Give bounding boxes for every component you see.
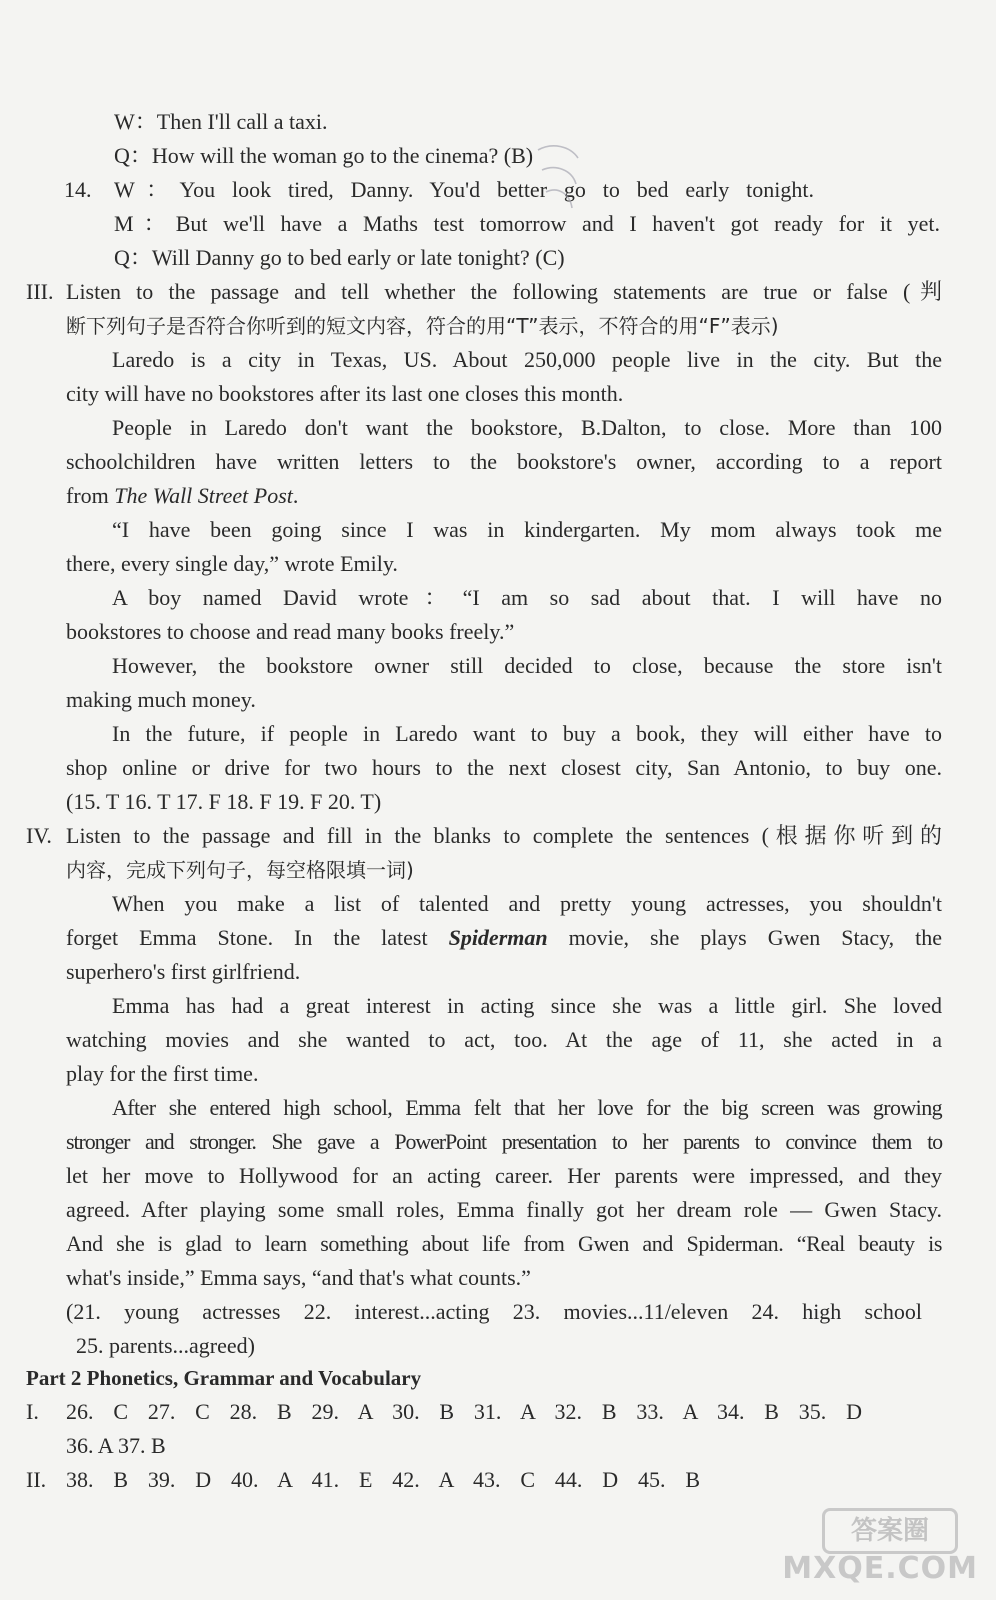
paragraph-line: And she is glad to learn something about life from Gwen and Spiderman. “Real beauty is — [66, 1231, 942, 1256]
paragraph-line: Laredo is a city in Texas, US. About 250,000 people live in the city. But the — [112, 347, 942, 372]
text-run: . — [292, 483, 299, 508]
paragraph-line: When you make a list of talented and pretty young actresses, you shouldn't — [112, 891, 942, 916]
paragraph-line: city will have no bookstores after its last one closes this month. — [66, 381, 624, 406]
dialog-line: W：Then I'll call a taxi. — [114, 109, 328, 134]
dialog-line: Q：Will Danny go to bed early or late tonight? (C) — [114, 245, 565, 270]
section-instruction-zh: 内容，完成下列句子，每空格限填一词) — [66, 858, 414, 882]
paragraph-line: agreed. After playing some small roles, Emma finally got her dream role — Gwen Stacy. — [66, 1197, 942, 1222]
site-watermark — [782, 1508, 978, 1586]
text-run: forget Emma Stone. In the latest — [66, 925, 449, 950]
answer-key: 38. B 39. D 40. A 41. E 42. A 43. C 44. D 45. B — [66, 1467, 700, 1492]
watermark-url: MXQE.COM — [782, 1551, 978, 1586]
section-number: III. — [26, 279, 54, 304]
paragraph-line: Emma has had a great interest in acting since she was a little girl. She loved — [112, 993, 942, 1018]
paragraph-line: making much money. — [66, 687, 256, 712]
paragraph-line: let her move to Hollywood for an acting career. Her parents were impressed, and they — [66, 1163, 942, 1188]
answer-key: 25. parents...agreed) — [76, 1333, 255, 1358]
paragraph-line: “I have been going since I was in kindergarten. My mom always took me — [112, 517, 942, 542]
dialog-line: Q：How will the woman go to the cinema? (B) — [114, 143, 534, 168]
paragraph-line — [66, 921, 942, 955]
paragraph-line: schoolchildren have written letters to the bookstore's owner, according to a report — [66, 449, 942, 474]
paragraph-line: what's inside,” Emma says, “and that's what counts.” — [66, 1265, 531, 1290]
section-number: IV. — [26, 823, 52, 848]
paragraph-line: watching movies and she wanted to act, too. At the age of 11, she acted in a — [66, 1027, 942, 1052]
answer-key: 26. C 27. C 28. B 29. A 30. B 31. A 32. B 33. A 34. B 35. D — [66, 1399, 862, 1424]
paragraph-line: bookstores to choose and read many books freely.” — [66, 619, 515, 644]
paragraph-line: A boy named David wrote：“I am so sad about that. I will have no — [112, 585, 942, 610]
section-instruction: Listen to the passage and tell whether the following statements are true or false (判 — [66, 279, 942, 304]
paragraph-line: However, the bookstore owner still decided to close, because the store isn't — [112, 653, 942, 678]
paragraph-line: stronger and stronger. She gave a PowerPoint presentation to her parents to convince them to — [66, 1129, 942, 1154]
paragraph-line: shop online or drive for two hours to the next closest city, San Antonio, to buy one. — [66, 755, 942, 780]
item-number: 14. — [64, 177, 92, 202]
paragraph-line: After she entered high school, Emma felt that her love for the big screen was growing — [112, 1095, 942, 1120]
answer-key: 36. A 37. B — [66, 1433, 166, 1458]
dialog-line: M：But we'll have a Maths test tomorrow and I haven't got ready for it yet. — [114, 211, 940, 236]
text-run: from — [66, 483, 115, 508]
text-run: movie, she plays Gwen Stacy, the — [547, 925, 942, 950]
movie-title: Spiderman — [448, 925, 548, 950]
paragraph-line: superhero's first girlfriend. — [66, 959, 301, 984]
newspaper-title: The Wall Street Post — [114, 483, 293, 508]
section-number: I. — [26, 1399, 39, 1424]
paragraph-line: In the future, if people in Laredo want to buy a book, they will either have to — [112, 721, 942, 746]
paragraph-line: there, every single day,” wrote Emily. — [66, 551, 398, 576]
watermark-logo: 答案圈 — [822, 1508, 958, 1554]
section-instruction: Listen to the passage and fill in the blanks to complete the sentences (根据你听到的 — [66, 823, 942, 848]
handwriting-mark — [532, 140, 586, 220]
paragraph-line: People in Laredo don't want the bookstore, B.Dalton, to close. More than 100 — [112, 415, 942, 440]
section-instruction-zh: 断下列句子是否符合你听到的短文内容，符合的用“T”表示，不符合的用“F”表示) — [66, 314, 779, 338]
section-number: II. — [26, 1467, 47, 1492]
part-heading: Part 2 Phonetics, Grammar and Vocabulary — [26, 1366, 422, 1390]
answer-key: (15. T 16. T 17. F 18. F 19. F 20. T) — [66, 789, 382, 814]
paragraph-line: play for the first time. — [66, 1061, 259, 1086]
paragraph-line — [66, 479, 298, 513]
dialog-line: W：You look tired, Danny. You'd better go to bed early tonight. — [114, 177, 814, 202]
answer-key: (21. young actresses 22. interest...acting 23. movies...11/eleven 24. high school — [66, 1299, 922, 1324]
